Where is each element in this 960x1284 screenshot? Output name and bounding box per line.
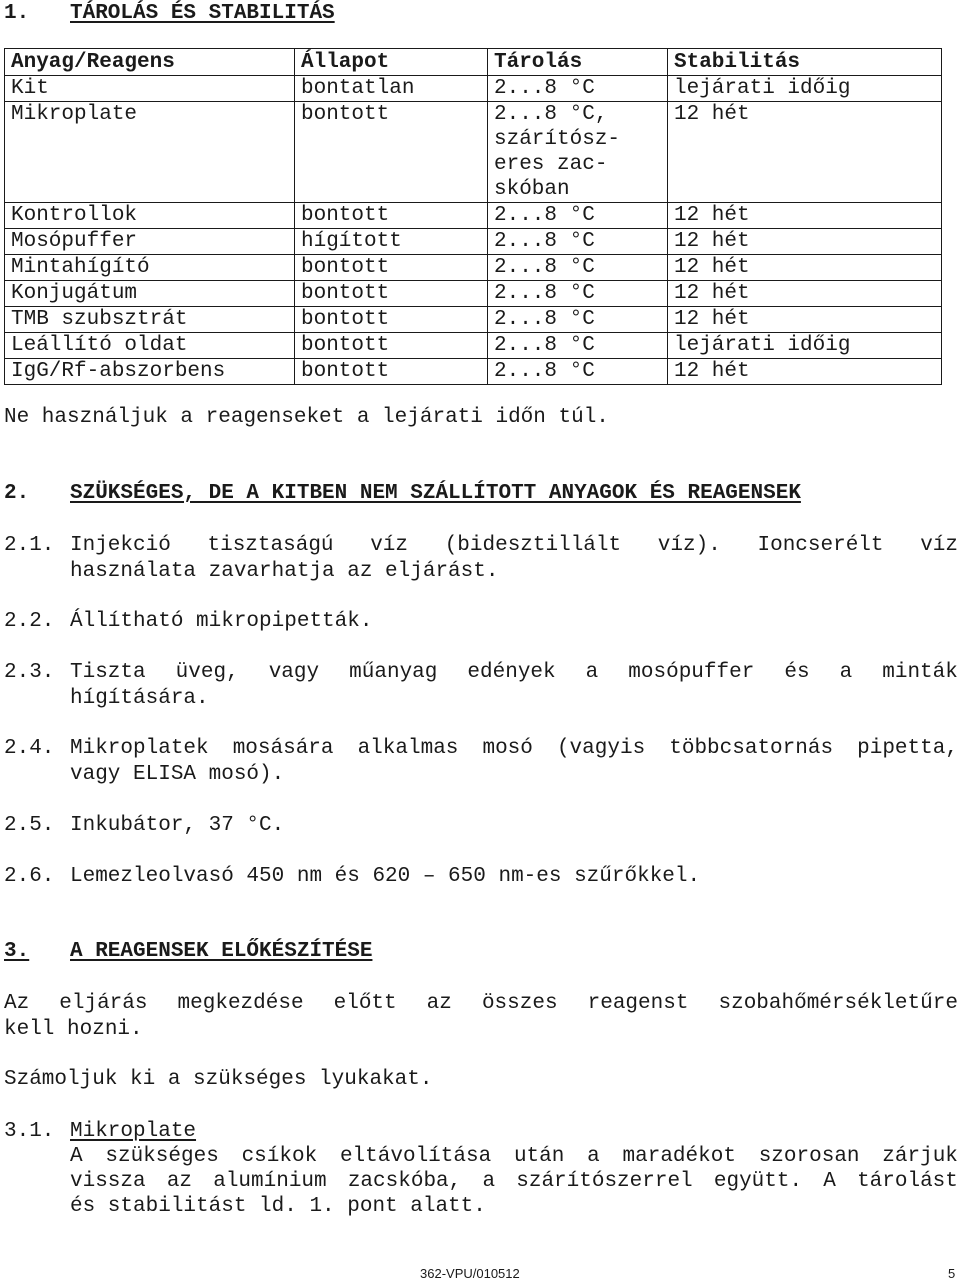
section-3-number: 3. [4, 940, 30, 963]
subsection-3-1-title: Mikroplate [70, 1120, 197, 1143]
word: Injekció [70, 534, 171, 557]
section-3-para2: Számoljuk ki a szükséges lyukakat. [4, 1068, 433, 1091]
word: mosó [482, 737, 533, 760]
table-cell: 2...8 °C [488, 76, 668, 102]
page-number: 5 [948, 1266, 956, 1281]
table-cell: Kit [5, 76, 295, 102]
table-row [5, 255, 942, 281]
table-cell: bontott [295, 203, 488, 229]
word: szükséges [105, 1145, 219, 1168]
table-cell: Kontrollok [5, 203, 295, 229]
section-1-number: 1. [4, 2, 30, 25]
table-cell: 12 hét [668, 281, 942, 307]
table-cell: bontott [295, 102, 488, 203]
word: Tiszta [70, 661, 146, 684]
word: többcsatornás [669, 737, 834, 760]
table-cell: Mintahígító [5, 255, 295, 281]
word: minták [882, 661, 958, 684]
word: pipetta, [857, 737, 958, 760]
section-3-para1-line1 [4, 992, 958, 1015]
item-number: 2.2. [4, 610, 55, 633]
word: (vagyis [556, 737, 646, 760]
word: eljárás [59, 992, 148, 1015]
item-2-1-line2: használata zavarhatja az eljárást. [70, 560, 499, 583]
table-cell: bontott [295, 333, 488, 359]
subsection-3-1-line3: és stabilitást ld. 1. pont alatt. [70, 1195, 486, 1218]
table-header-cell: Stabilitás [668, 49, 942, 76]
table-cell: TMB szubsztrát [5, 307, 295, 333]
word: A [70, 1145, 83, 1168]
word: eltávolítása [339, 1145, 492, 1168]
item-number: 2.1. [4, 534, 55, 557]
word: üveg, [175, 661, 239, 684]
table-cell: Mikroplate [5, 102, 295, 203]
word: tisztaságú [207, 534, 334, 557]
table-cell: bontott [295, 307, 488, 333]
table-row [5, 76, 942, 102]
word: vissza [70, 1170, 146, 1193]
word: tárolást [857, 1170, 958, 1193]
word: után [513, 1145, 565, 1168]
table-header-row [5, 49, 942, 76]
word: edények [467, 661, 556, 684]
section-3-para1-line2: kell hozni. [4, 1018, 143, 1041]
table-cell: 2...8 °C [488, 203, 668, 229]
subsection-3-1-line2 [70, 1170, 958, 1193]
word: víz). [657, 534, 721, 557]
word: mosópuffer [628, 661, 755, 684]
item-2-6-text: Lemezleolvasó 450 nm és 620 – 650 nm-es szűrőkkel. [70, 865, 701, 888]
table-row [5, 229, 942, 255]
table-cell: 12 hét [668, 307, 942, 333]
table-cell: bontott [295, 255, 488, 281]
table-cell: lejárati időig [668, 333, 942, 359]
word: csíkok [241, 1145, 318, 1168]
word: víz [370, 534, 409, 557]
word: és [784, 661, 810, 684]
item-2-5-text: Inkubátor, 37 °C. [70, 814, 285, 837]
word: műanyag [349, 661, 438, 684]
word: Mikroplatek [70, 737, 209, 760]
word: a [585, 661, 599, 684]
word: Ioncserélt [757, 534, 884, 557]
item-2-4-line1 [70, 737, 958, 760]
storage-stability-table [4, 48, 942, 385]
item-number: 2.5. [4, 814, 55, 837]
word: a [482, 1170, 496, 1193]
item-number: 2.3. [4, 661, 55, 684]
item-number: 2.6. [4, 865, 55, 888]
word: együtt. [713, 1170, 803, 1193]
item-number: 2.4. [4, 737, 55, 760]
item-2-2-text: Állítható mikropipetták. [70, 610, 373, 633]
item-2-3-line2: hígítására. [70, 687, 209, 710]
table-cell: bontott [295, 359, 488, 385]
table-cell: lejárati időig [668, 76, 942, 102]
word: alkalmas [357, 737, 459, 760]
word: alumínium [213, 1170, 327, 1193]
word: a [587, 1145, 600, 1168]
table-cell: hígított [295, 229, 488, 255]
table-cell: 12 hét [668, 229, 942, 255]
section-2-number: 2. [4, 482, 30, 505]
table-cell: Mosópuffer [5, 229, 295, 255]
word: maradékot [622, 1145, 736, 1168]
table-cell: 12 hét [668, 203, 942, 229]
word: szorosan [758, 1145, 860, 1168]
table-cell: 2...8 °C [488, 229, 668, 255]
table-cell: 12 hét [668, 255, 942, 281]
table-cell: 2...8 °C [488, 307, 668, 333]
item-2-3-line1 [70, 661, 958, 684]
table-row [5, 281, 942, 307]
word: a [839, 661, 853, 684]
table-cell: 2...8 °C [488, 281, 668, 307]
table-cell: IgG/Rf-abszorbens [5, 359, 295, 385]
item-number: 3.1. [4, 1120, 55, 1143]
table-row [5, 307, 942, 333]
word: reagenst [587, 992, 689, 1015]
word: zárjuk [882, 1145, 958, 1168]
word: víz [920, 534, 958, 557]
word: vagy [268, 661, 320, 684]
word: összes [481, 992, 558, 1015]
word: az [426, 992, 452, 1015]
word: az [166, 1170, 193, 1193]
table-header-cell: Tárolás [488, 49, 668, 76]
table-note: Ne használjuk a reagenseket a lejárati időn túl. [4, 406, 609, 429]
word: zacskóba, [347, 1170, 462, 1193]
table-cell: 12 hét [668, 359, 942, 385]
section-3-title: A REAGENSEK ELŐKÉSZÍTÉSE [70, 940, 373, 963]
table-cell: bontatlan [295, 76, 488, 102]
table-cell: 12 hét [668, 102, 942, 203]
table-cell: 2...8 °C [488, 255, 668, 281]
word: előtt [333, 992, 397, 1015]
item-2-1-line1 [70, 534, 958, 557]
document-code: 362-VPU/010512 [420, 1266, 520, 1281]
subsection-3-1-line1 [70, 1145, 958, 1168]
table-cell: Leállító oldat [5, 333, 295, 359]
table-cell: 2...8 °C [488, 333, 668, 359]
table-row [5, 333, 942, 359]
word: Az [4, 992, 30, 1015]
item-2-4-line2: vagy ELISA mosó). [70, 763, 285, 786]
table-header-cell: Anyag/Reagens [5, 49, 295, 76]
table-row [5, 359, 942, 385]
word: szobahőmérsékletűre [718, 992, 958, 1015]
word: (bidesztillált [444, 534, 622, 557]
word: A [823, 1170, 836, 1193]
table-row [5, 203, 942, 229]
table-header-cell: Állapot [295, 49, 488, 76]
table-row [5, 102, 942, 203]
section-2-title: SZÜKSÉGES, DE A KITBEN NEM SZÁLLÍTOTT ANYAGOK ÉS REAGENSEK [70, 482, 801, 505]
word: mosására [232, 737, 334, 760]
word: megkezdése [177, 992, 304, 1015]
table-cell: Konjugátum [5, 281, 295, 307]
table-cell: 2...8 °C, szárítósz- eres zac- skóban [488, 102, 668, 203]
section-1-title: TÁROLÁS ÉS STABILITÁS [70, 2, 335, 25]
table-cell: bontott [295, 281, 488, 307]
table-cell: 2...8 °C [488, 359, 668, 385]
word: szárítószerrel [516, 1170, 693, 1193]
